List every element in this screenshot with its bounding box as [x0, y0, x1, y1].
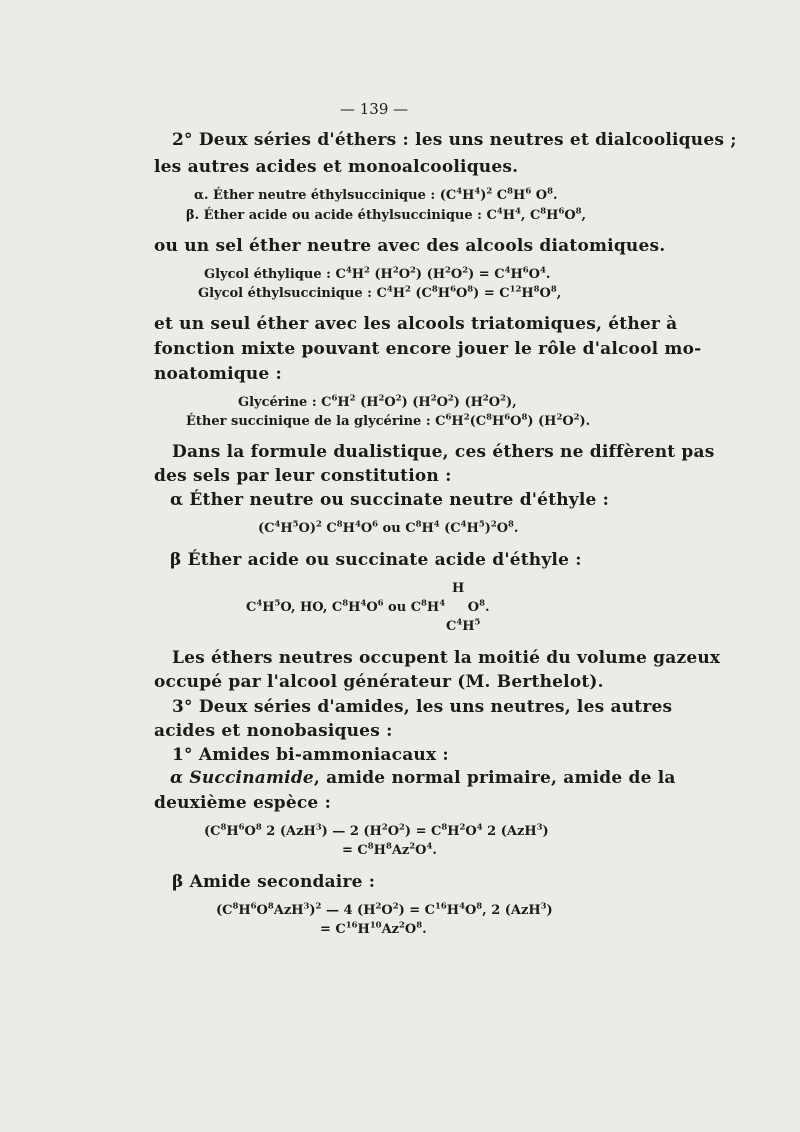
page-number: — 139 —: [340, 100, 409, 118]
text-line: Les éthers neutres occupent la moitié du volume gazeux: [172, 648, 721, 668]
text-line: occupé par l'alcool générateur (M. Berthelot).: [154, 672, 604, 692]
text-line: ou un sel éther neutre avec des alcools diatomiques.: [154, 236, 666, 256]
text-line: β Éther acide ou succinate acide d'éthyle :: [170, 550, 582, 570]
formula-line: $(C^4H^5O)^2$ $C^8H^4O^6$ ou $C^8H^4$ $(C^4H^5)^2O^8$.: [258, 518, 519, 536]
formula-line: β. Éther acide ou acide éthylsuccinique : $C^4H^4$, $C^8H^6O^8$,: [186, 205, 587, 223]
text-line: [170, 768, 676, 788]
text-line: Dans la formule dualistique, ces éthers ne diffèrent pas: [172, 442, 715, 462]
formula-line: Glycol éthylique : $C^4H^2$ $(H^2O^2) (H^2O^2) = C^4H^6O^4$.: [204, 264, 551, 282]
text-line: des sels par leur constitution :: [154, 466, 452, 486]
text-line: acides et nonobasiques :: [154, 721, 393, 741]
formula-line: Glycol éthylsuccinique : $C^4H^2$ $(C^8H^6O^8) = C^{12}H^8O^8$,: [198, 283, 562, 301]
text-line: noatomique :: [154, 364, 283, 384]
formula-line: = $C^{16}H^{10}Az^2O^8$.: [320, 919, 427, 937]
italic-term: α Succinamide: [170, 768, 314, 788]
formula-line: $C^4H^5O$, HO, $C^8H^4O^6$ ou $C^8H^4$ $O^8$.: [246, 597, 490, 615]
text-line-rest: , amide normal primaire, amide de la: [313, 768, 676, 788]
formula-line: ($C^8H^6O^8$ 2 (AzH$^3$) — 2 $(H^2O^2) = C^8H^2O^4$ 2 (AzH$^3$): [204, 821, 549, 839]
text-line: 3° Deux séries d'amides, les uns neutres, les autres: [172, 697, 673, 717]
text-line: fonction mixte pouvant encore jouer le rôle d'alcool mo-: [154, 339, 702, 359]
formula-line: = $C^8H^8Az^2O^4$.: [342, 840, 437, 858]
text-line: β Amide secondaire :: [172, 872, 376, 892]
text-line: les autres acides et monoalcooliques.: [154, 157, 519, 177]
formula-line: Glycérine : $C^6H^2$ $(H^2O^2)$ $(H^2O^2)$ $(H^2O^2)$,: [238, 392, 517, 410]
text-line: 2° Deux séries d'éthers : les uns neutres et dialcooliques ;: [172, 130, 737, 150]
text-line: 1° Amides bi-ammoniacaux :: [172, 745, 449, 765]
formula-line: α. Éther neutre éthylsuccinique : $(C^4H^4)^2$ $C^8H^6$ $O^8$.: [194, 185, 558, 203]
formula-line: $(C^8H^6O^8AzH^3)^2$ — 4 $(H^2O^2) = C^{16}H^4O^8$, 2 (AzH$^3$): [216, 900, 553, 918]
formula-line: $C^4H^5$: [446, 616, 481, 634]
text-line: α Éther neutre ou succinate neutre d'éthyle :: [170, 490, 610, 510]
formula-line: H: [452, 581, 465, 596]
text-line: deuxième espèce :: [154, 793, 332, 813]
text-line: et un seul éther avec les alcools triatomiques, éther à: [154, 314, 678, 334]
formula-line: Éther succinique de la glycérine : $C^6H^2(C^8H^6O^8)$ $(H^2O^2)$.: [186, 411, 591, 429]
